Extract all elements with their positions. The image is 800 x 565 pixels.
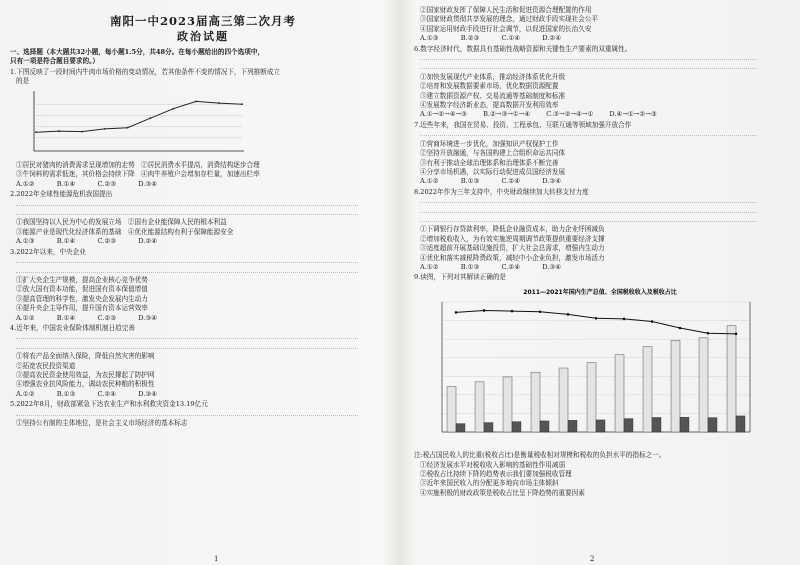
q5-choices [414, 34, 794, 43]
q9-ratio-point [679, 326, 682, 329]
q6-opt-4: ④发展数字经济新业态，提高数据开发利用效率 [420, 101, 559, 110]
q2-opt-2-text: ②国有企业能保障人民的根本利益 [127, 218, 227, 227]
q9-gdp-bar [475, 382, 484, 432]
q9-ratio-point [455, 311, 458, 314]
page-number-left: 1 [214, 555, 219, 563]
q9-tax-bar [512, 421, 521, 431]
q9-gdp-bar [559, 368, 568, 432]
q1-stem-2: 的是 [16, 77, 30, 86]
q9-gdp-bar [643, 346, 652, 431]
q9-ratio-point [511, 310, 514, 313]
q7-choice-b: B.①③ [460, 177, 480, 186]
q7-choices [414, 177, 794, 186]
q2-opt-3-text: ③能源产业是现代化经济体系的基础 [16, 227, 122, 236]
q1-opt-1 [10, 161, 396, 170]
q9-bar-chart [420, 286, 780, 446]
q8-stem-unreadable-2 [414, 207, 794, 216]
q9-tax-bar [456, 423, 465, 431]
q1-opt-2-text: ②居民消费水平提高，消费结构逐步合理 [140, 161, 260, 170]
q1-price-point [172, 107, 174, 109]
q3-choice-c: C.②③ [97, 313, 117, 322]
q9-ratio-point [735, 332, 738, 335]
exam-title: 南阳一中2023届高三第二次月考 [109, 14, 296, 28]
q7-opt-2: ②坚持开放融通，与各国构建上合组织命运共同体 [420, 149, 566, 158]
q2-stem-unreadable-2 [10, 209, 396, 218]
q3-choices [10, 314, 396, 323]
q9-gdp-bar [503, 377, 512, 432]
q4-choice-d: D.③④ [138, 389, 158, 398]
q5-choice-a: A.①③ [420, 34, 439, 43]
q5-opt-4: ④国家运用财政手段进行社会调节，以促进国家的长治久安 [420, 24, 592, 33]
q9-tax-bar [652, 417, 661, 431]
q6-choice-a: A.①→②→④→③ [420, 110, 468, 119]
q6-opt-3: ③建立数据资源产权、交易流通等基础制度和标准 [420, 91, 566, 100]
q3-choice-a: A.①② [16, 313, 35, 322]
q9-tax-bar [624, 418, 633, 431]
q9-gdp-bar [615, 355, 624, 432]
q1-line-chart [28, 89, 248, 155]
q8-opt-4: ④优化和落实减税降费政策，减轻中小企业负担，激发市场活力 [420, 253, 605, 262]
q4-opt-1: ①将农产品全面纳入保险，降低自然灾害的影响 [16, 352, 155, 361]
q9-ratio-point [539, 310, 542, 313]
q1-opt-3 [10, 170, 396, 179]
q5-opt-3: ③国家财政贯彻共享发展的理念，通过财政手段实现社会公平 [420, 15, 599, 24]
q2-stem-unreadable [10, 200, 396, 209]
q1-plot [35, 100, 243, 133]
q9-tax-bar [540, 421, 549, 432]
q1-opt-3-text: ③牛饲料的需求低迷，其价格会持续下降 [16, 170, 135, 179]
q9-note: 注:税占国民收入的比重(税收占比)是衡量税收相对规模和税收的负担水平的指标之一。 [414, 451, 666, 460]
q8-choice-c: C.②④ [501, 262, 521, 271]
q1-price-point [81, 130, 83, 132]
q2-opt-1-text: ①我国坚持以人民为中心的发展立场 [16, 218, 122, 227]
q9-tax-bar [596, 420, 605, 432]
q7-choice-c: C.②④ [501, 177, 521, 186]
q9-tax-bar [736, 416, 745, 432]
q1-choice-c: C.②③ [97, 179, 117, 188]
q9-ratio-point [483, 309, 486, 312]
q5-choice-b: B.②③ [460, 34, 480, 43]
q9-opt-3: ③近年来国民收入的分配更多地向市场主体倾斜 [420, 479, 559, 488]
q6-choice-b: B.②→③→①→④ [483, 110, 531, 119]
q1-opt-1-text: ①居民对猪肉的消费需求呈现增加的走势 [16, 161, 135, 170]
q1-price-point [35, 131, 37, 133]
q7-opt-3: ③有利于推动全球治理体系和治理体系不断完善 [420, 158, 559, 167]
q9-gdp-bar [671, 340, 680, 432]
q3-opt-3: ③提高管理的科学性，激发央企发展内生动力 [16, 294, 148, 303]
q1-choice-a: A.①② [16, 179, 35, 188]
q1-price-line [36, 101, 242, 132]
q9-tax-bar [484, 422, 493, 431]
q1-price-point [218, 102, 220, 104]
q9-ratio-polyline [456, 310, 736, 333]
page-left [10, 6, 396, 559]
q6-stem: 6.数字经济时代，数据具有基础性战略资源和关键性生产要素的双重属性。 [414, 44, 632, 53]
q5-opt-2: ②国家财政发挥了保障人民生活和促进资源合理配置的作用 [420, 6, 592, 14]
q5-stem: 5.2022年8月，财政部紧急下达农业生产和水利救灾资金13.19亿元 [10, 400, 208, 409]
q6-opt-1: ①加快发展现代产业体系，推动经济体系优化升级 [420, 72, 566, 81]
q8-choices [414, 263, 794, 272]
q4-opt-2: ②拓宽农民投资渠道 [16, 361, 76, 370]
q6-stem-unreadable [414, 54, 794, 63]
q8-choice-d: D.③④ [542, 262, 562, 271]
q9-gdp-bar [531, 372, 540, 432]
q9-tax-bar [568, 420, 577, 432]
q9-tax-bar [708, 417, 717, 431]
q9-gdp-bar [447, 386, 456, 431]
q9-gdp-bar [727, 326, 736, 432]
q4-stem-unreadable [10, 333, 396, 342]
q2-choices [10, 237, 396, 246]
q9-ratio-point [707, 332, 710, 335]
q2-stem: 2.2022年全球性能源危机我国提出 [10, 190, 113, 199]
q6-choices [414, 110, 794, 119]
section-heading: 一、选择题（本大题共32小题，每小题1.5分，共48分。在每小题给出的四个选项中， [10, 48, 265, 56]
q1-price-point [241, 103, 243, 105]
q1-price-point [127, 126, 129, 128]
q7-opt-4: ④分享市场机遇，以实际行动促进成员国经济发展 [420, 167, 566, 176]
q1-choices [10, 180, 396, 189]
q8-opt-3: ③适度超前开展基础设施投资，扩大社会总需求，增强内生动力 [420, 244, 605, 253]
page-number-right: 2 [590, 555, 595, 563]
q3-opt-1: ①扩大央企生产规模，提高企业核心竞争优势 [16, 275, 148, 284]
q8-stem-unreadable-3 [414, 216, 794, 225]
q9-gdp-bar [587, 363, 596, 432]
q9-ratio-point [651, 320, 654, 323]
q3-opt-4: ④提升央企主导作用，提升国有资本运营效率 [16, 304, 148, 313]
q2-choice-b: B.①④ [56, 237, 76, 246]
q1-gridlines [36, 104, 242, 138]
q3-opt-2: ②放大国有资本功能，促进国有资本保值增值 [16, 285, 148, 294]
q1-choice-d: D.③④ [138, 179, 158, 188]
q6-choice-c: C.③→②→④→① [546, 110, 594, 119]
q8-choice-b: B.①③ [460, 262, 480, 271]
q2-choice-c: C.②③ [97, 237, 117, 246]
q1-price-point [150, 117, 152, 119]
q4-choice-a: A.①② [16, 389, 35, 398]
q3-stem-unreadable-2 [10, 267, 396, 276]
q2-opt-row-1 [10, 218, 396, 227]
q9-gdp-bar [699, 338, 708, 432]
q1-opt-4-text: ④肉牛养殖户会增加存栏量，加速出栏率 [140, 170, 260, 179]
q4-opt-4: ④增强农业抗风险能力，调动农民种粮的积极性 [16, 380, 155, 389]
q3-stem: 3.2022年以来，中央企业 [10, 247, 86, 256]
exam-subject: 政治试题 [177, 30, 229, 43]
q9-ratio-point [623, 317, 626, 320]
q1-price-point [58, 130, 60, 132]
q3-choice-b: B.①④ [56, 313, 76, 322]
q8-stem: 8.2022年作为三年支持中，中央财政继续加大转移支付力度 [414, 187, 589, 196]
q2-opt-row-2 [10, 228, 396, 237]
q7-choice-d: D.③④ [542, 177, 562, 186]
q4-choice-c: C.②④ [97, 389, 117, 398]
q1-price-point [104, 128, 106, 130]
q5-choice-c: C.①④ [501, 34, 521, 43]
q2-choice-d: D.②④ [138, 237, 158, 246]
q9-opt-4: ④实施积极的财政政策是税收占比呈下降趋势的重要因素 [420, 488, 585, 497]
q9-ratio-point [595, 317, 598, 320]
q7-stem: 7.近些年来，我国在贸易、投资、工程承包、互联互通等领域加强开放合作 [414, 120, 632, 129]
section-heading-2: 只有一项是符合题目要求的。） [10, 57, 100, 66]
q6-stem-unreadable-2 [414, 63, 794, 72]
q9-tax-bar [680, 417, 689, 432]
q8-stem-unreadable [414, 197, 794, 206]
q9-chart-title: 2011—2021年国内生产总值、全国税收收入及税收占比 [523, 288, 677, 296]
q4-choice-b: B.①③ [56, 389, 76, 398]
q7-opt-1: ①营商环境进一步优化，加强知识产权保护工作 [420, 139, 559, 148]
q5-opt-1: ①坚持公有制的主体地位，是社会主义市场经济的基本标志 [16, 419, 188, 427]
q7-stem-unreadable [414, 130, 794, 139]
q1-stem: 1.下图反映了一段时间内牛肉市场价格的变动情况，若其他条件不变的情况下，下列推断成立 [10, 67, 281, 76]
q5-stem-unreadable [10, 410, 396, 419]
q4-choices [10, 390, 396, 399]
q9-stem: 9.读图，下列对其解读正确的是 [414, 273, 507, 282]
q8-opt-1: ①下调银行存贷款利率，降低企业融资成本，助力企业纾困减负 [420, 225, 605, 234]
q3-choice-d: D.③④ [138, 313, 158, 322]
q9-opt-2: ②税收占比持续下降的趋势表示我们要加强税收管理 [420, 470, 572, 478]
page-right [414, 6, 794, 559]
q1-price-point [195, 100, 197, 102]
q3-stem-unreadable [10, 257, 396, 266]
q7-choice-a: A.①② [420, 177, 439, 186]
q6-opt-2: ②培育和发展数据要素市场，优化数据资源配置 [420, 82, 559, 91]
q8-choice-a: A.①② [420, 262, 439, 271]
q4-opt-3: ③提高农民资金使用效益，为农民撑起了防护网 [16, 370, 155, 379]
q9-bars [447, 326, 745, 432]
q4-stem-unreadable-2 [10, 343, 396, 352]
q2-choice-a: A.①③ [16, 237, 35, 246]
q8-opt-2: ②增加税收收入，为有效实施逆周期调节政策提供重要经济支撑 [420, 234, 605, 243]
q2-opt-4-text: ④优化能源结构有利于保障能源安全 [127, 227, 234, 236]
q9-ratio-line [455, 309, 738, 335]
q9-opt-1: ①经济发展水平对税收收入影响的基础性作用减弱 [420, 460, 566, 469]
q5-choice-d: D.②④ [542, 34, 562, 43]
q9-ratio-point [567, 313, 570, 316]
q4-stem: 4.近年来，中国农业保险体制机制日趋完善 [10, 323, 135, 332]
q6-choice-d: D.④→①→②→③ [609, 110, 657, 119]
q1-choice-b: B.①④ [56, 179, 76, 188]
